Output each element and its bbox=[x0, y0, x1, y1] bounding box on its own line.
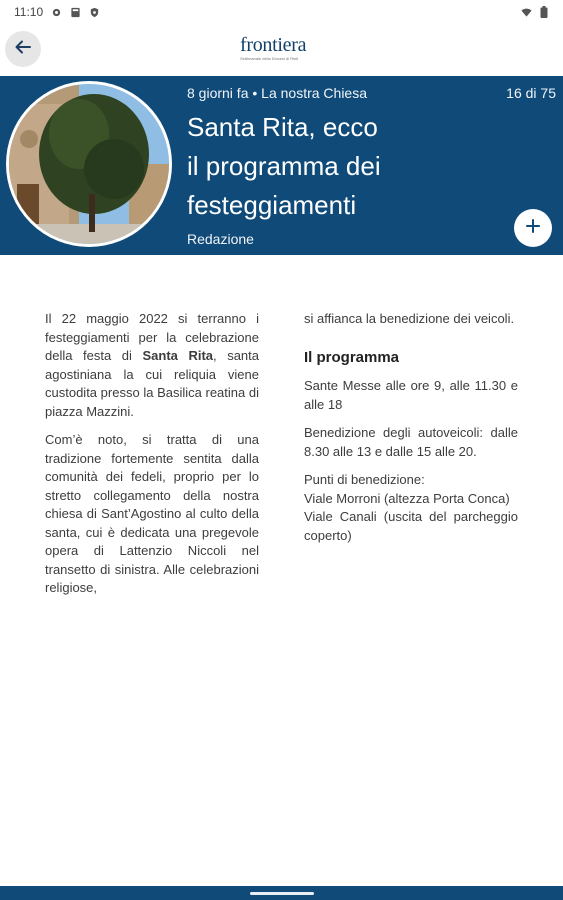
app-logo bbox=[240, 35, 340, 65]
battery-icon bbox=[538, 7, 549, 18]
article-hero bbox=[0, 76, 563, 255]
gear-icon bbox=[51, 7, 62, 18]
article-meta: 8 giorni fa • La nostra Chiesa bbox=[187, 85, 368, 101]
section-heading: Il programma bbox=[304, 348, 400, 366]
paragraph: Sante Messe alle ore 9, alle 11.30 e alle 18 bbox=[304, 378, 518, 412]
arrow-back-icon bbox=[14, 38, 32, 61]
plus-icon bbox=[526, 219, 540, 238]
status-right bbox=[521, 7, 549, 18]
article-image[interactable] bbox=[6, 81, 172, 247]
article-body-left bbox=[45, 310, 259, 608]
article-title-line: il programma dei bbox=[187, 151, 381, 181]
status-time: 11:10 bbox=[14, 5, 44, 19]
article-title bbox=[187, 108, 487, 225]
article-author[interactable]: Redazione bbox=[187, 231, 254, 247]
paragraph-line: Viale Canali (uscita del parcheggio coperto) bbox=[304, 509, 518, 543]
status-left bbox=[14, 5, 100, 19]
shield-icon bbox=[89, 7, 100, 18]
article-position: 16 di 75 bbox=[506, 85, 556, 101]
paragraph-text: Il 22 maggio 2022 si terranno i festeggiamenti per la celebrazione della festa di bbox=[45, 311, 259, 363]
paragraph-line: Viale Morroni (altezza Porta Conca) bbox=[304, 490, 510, 506]
status-bar bbox=[0, 0, 563, 24]
paragraph bbox=[304, 471, 518, 545]
logo-wordmark: frontiera bbox=[240, 34, 307, 56]
wifi-icon bbox=[521, 7, 532, 18]
article-title-line: festeggiamenti bbox=[187, 190, 357, 220]
paragraph-bold: Santa Rita bbox=[142, 348, 214, 363]
logo-tagline: Settimanale della Diocesi di Rieti bbox=[240, 56, 299, 61]
app-bar bbox=[0, 24, 563, 76]
paragraph-line: Punti di benedizione: bbox=[304, 472, 425, 487]
home-indicator[interactable] bbox=[250, 892, 314, 895]
article-body-right bbox=[304, 310, 518, 545]
article-title-line: Santa Rita, ecco bbox=[187, 112, 378, 142]
add-button[interactable] bbox=[514, 209, 552, 247]
paragraph: Com’è noto, si tratta di una tradizione fortemente sentita dalla comunità dei fedeli, proprio per lo stretto collegamento della nostra chiesa di Sant’Agostino al culto della santa, cui è dedicata una pregevole opera di Lattenzio Niccoli nel transetto di sinistra. Alle celebrazioni religiose, bbox=[45, 432, 259, 595]
paragraph-text: , santa agostiniana la cui reliquia viene custodita presso la Basilica reatina di piazza Mazzini. bbox=[45, 348, 259, 419]
paragraph bbox=[45, 310, 259, 421]
system-nav-bar bbox=[0, 886, 563, 900]
back-button[interactable] bbox=[5, 31, 41, 67]
paragraph: si affianca la benedizione dei veicoli. bbox=[304, 311, 515, 326]
paragraph: Benedizione degli autoveicoli: dalle 8.30 alle 13 e dalle 15 alle 20. bbox=[304, 425, 518, 459]
sd-card-icon bbox=[70, 7, 81, 18]
